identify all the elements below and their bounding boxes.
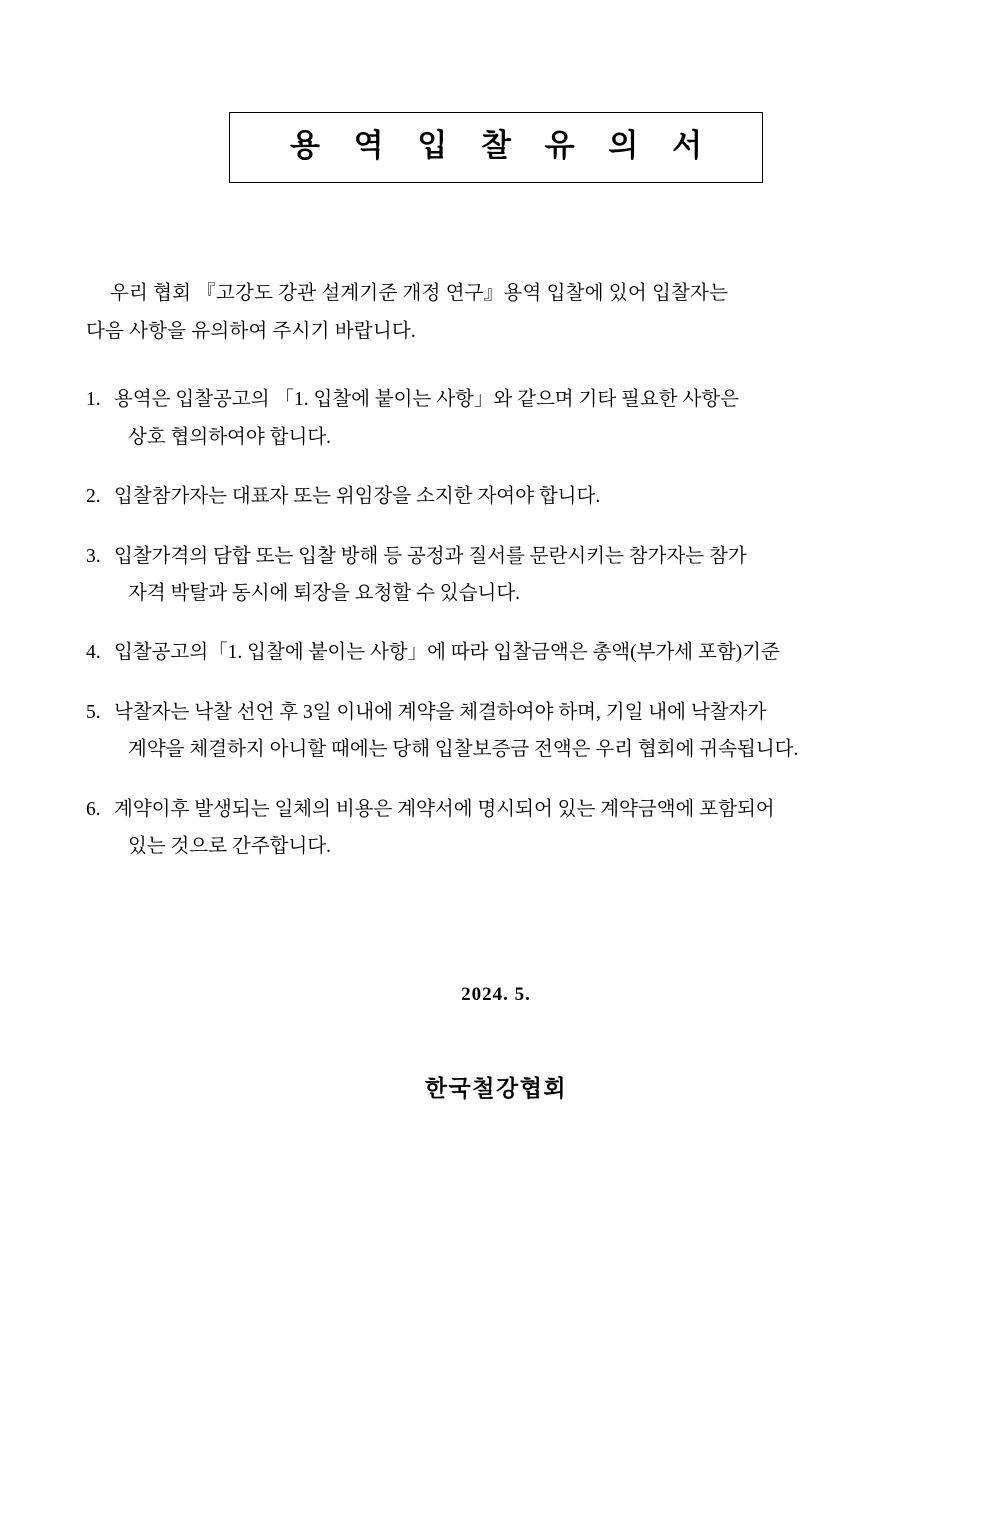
intro-line-1: 우리 협회 『고강도 강관 설계기준 개정 연구』용역 입찰에 있어 입찰자는 (110, 283, 729, 305)
list-item (86, 634, 914, 671)
list-item-line: 계약이후 발생되는 일체의 비용은 계약서에 명시되어 있는 계약금액에 포함되어 (114, 798, 775, 820)
list-item-line: 낙찰자는 낙찰 선언 후 3일 이내에 계약을 체결하여야 하며, 기일 내에 낙찰자가 (114, 701, 767, 723)
list-item (86, 478, 914, 515)
list-item-number: 6. (86, 798, 101, 820)
list-item-number: 3. (86, 545, 101, 567)
notice-list (72, 381, 920, 865)
list-item-body (114, 478, 914, 515)
list-item-line: 계약을 체결하지 아니할 때에는 당해 입찰보증금 전액은 우리 협회에 귀속됩니다. (128, 739, 799, 761)
list-item-line: 상호 협의하여야 합니다. (128, 426, 331, 448)
list-item-body (114, 791, 914, 866)
document-date: 2024. 5. (461, 983, 531, 1005)
list-item-number: 1. (86, 389, 101, 411)
list-item-number: 4. (86, 642, 101, 664)
document-title: 용 역 입 찰 유 의 서 (289, 128, 716, 163)
intro-paragraph (72, 275, 920, 351)
list-item-line: 용역은 입찰공고의 「1. 입찰에 붙이는 사항」와 같으며 기타 필요한 사항은 (114, 389, 739, 411)
list-item-body (114, 634, 914, 671)
list-item-line: 입찰공고의「1. 입찰에 붙이는 사항」에 따라 입찰금액은 총액(부가세 포함)기준 (114, 642, 780, 664)
list-item-body (114, 538, 914, 613)
organization-name: 한국철강협회 (424, 1075, 568, 1101)
list-item (86, 694, 914, 769)
list-item (86, 381, 914, 456)
title-container (72, 112, 920, 183)
list-item-line: 있는 것으로 간주합니다. (128, 836, 331, 858)
list-item-line: 자격 박탈과 동시에 퇴장을 요청할 수 있습니다. (128, 582, 521, 604)
list-item-number: 2. (86, 486, 101, 508)
list-item (86, 538, 914, 613)
list-item-body (114, 694, 914, 769)
document-page (0, 112, 992, 1515)
list-item-line: 입찰가격의 담합 또는 입찰 방해 등 공정과 질서를 문란시키는 참가자는 참가 (114, 545, 747, 567)
list-item-body (114, 381, 914, 456)
title-box (229, 112, 763, 183)
list-item-number: 5. (86, 701, 101, 723)
list-item (86, 791, 914, 866)
intro-line-2: 다음 사항을 유의하여 주시기 바랍니다. (86, 321, 416, 343)
list-item-line: 입찰참가자는 대표자 또는 위임장을 소지한 자여야 합니다. (114, 486, 601, 508)
